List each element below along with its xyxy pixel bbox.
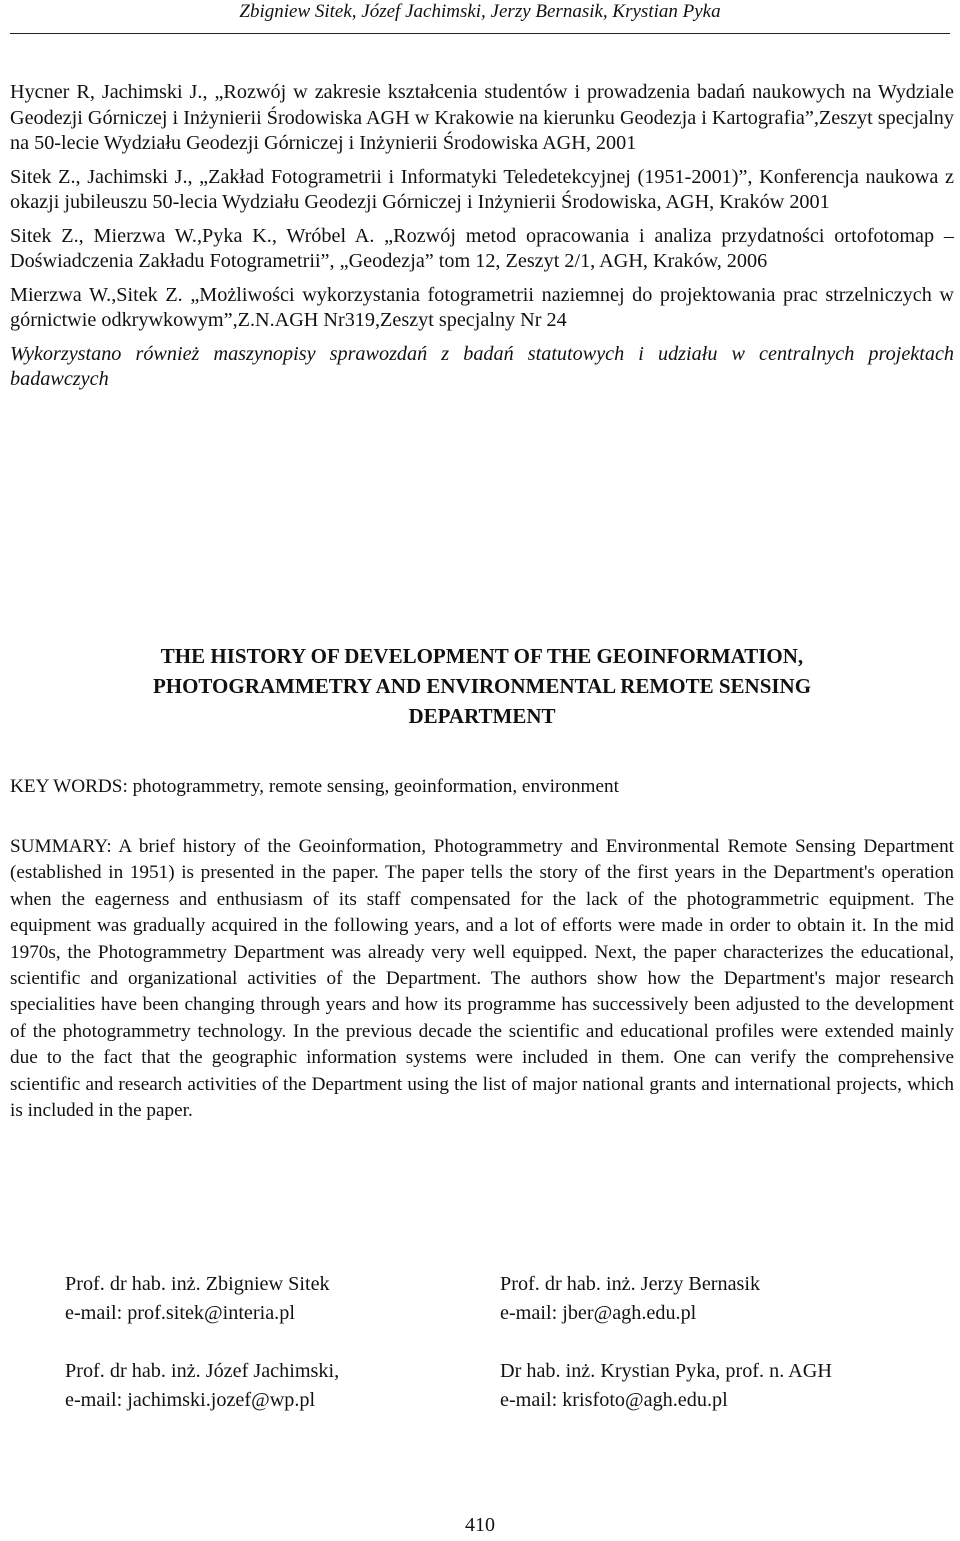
- author-email: e-mail: jber@agh.edu.pl: [500, 1302, 697, 1324]
- page-number: 410: [465, 1514, 495, 1536]
- keywords: KEY WORDS: photogrammetry, remote sensing, geoinformation, environment: [10, 776, 619, 797]
- sources-note: Wykorzystano również maszynopisy sprawozdań z badań statutowych i udziału w centralnych projektach badawczych: [10, 342, 954, 390]
- title-line: PHOTOGRAMMETRY AND ENVIRONMENTAL REMOTE SENSING: [152, 674, 812, 698]
- reference-item: Sitek Z., Mierzwa W.,Pyka K., Wróbel A. „Rozwój metod opracowania i analiza przydatności ortofotomap – Doświadczenia Zakładu Fotogrametrii”, „Geodezja” tom 12, Zeszyt 2/1, AGH, Kraków, 2006: [10, 224, 954, 272]
- author-entry: [500, 1357, 940, 1415]
- author-entry: [500, 1270, 940, 1328]
- author-entry: [65, 1357, 505, 1415]
- reference-item: Mierzwa W.,Sitek Z. „Możliwości wykorzystania fotogrametrii naziemnej do projektowania prac strzelniczych w górnictwie odkrywkowym”,Z.N.AGH Nr319,Zeszyt specjalny Nr 24: [10, 283, 954, 331]
- author-entry: [65, 1270, 505, 1328]
- author-email: e-mail: prof.sitek@interia.pl: [65, 1302, 295, 1324]
- author-name: Dr hab. inż. Krystian Pyka, prof. n. AGH: [500, 1360, 832, 1382]
- reference-item: Hycner R, Jachimski J., „Rozwój w zakresie kształcenia studentów i prowadzenia badań naukowych na Wydziale Geodezji Górniczej i Inżynierii Środowiska AGH w Krakowie na kierunku Geodezja i Kartografia”,Zeszyt specjalny na 50-lecie Wydziału Geodezji Górniczej i Inżynierii Środowiska AGH, 2001: [10, 81, 954, 154]
- title-line: THE HISTORY OF DEVELOPMENT OF THE GEOINFORMATION,: [160, 644, 804, 668]
- running-header: Zbigniew Sitek, Józef Jachimski, Jerzy Bernasik, Krystian Pyka: [239, 1, 721, 22]
- english-title: [10, 641, 954, 731]
- author-name: Prof. dr hab. inż. Zbigniew Sitek: [65, 1273, 330, 1295]
- author-name: Prof. dr hab. inż. Józef Jachimski,: [65, 1360, 340, 1382]
- author-email: e-mail: jachimski.jozef@wp.pl: [65, 1389, 316, 1411]
- author-name: Prof. dr hab. inż. Jerzy Bernasik: [500, 1273, 761, 1295]
- author-email: e-mail: krisfoto@agh.edu.pl: [500, 1389, 728, 1411]
- summary: SUMMARY: A brief history of the Geoinformation, Photogrammetry and Environmental Remote Sensing Department (established in 1951) is presented in the paper. The paper tells the story of the first years in the Department's operation when the eagerness and enthusiasm of its staff compensated for the lack of the photogrammetric equipment. The equipment was gradually acquired in the following years, and a lot of efforts were made in order to obtain it. In the mid 1970s, the Photogrammetry Department was already very well equipped. Next, the paper characterizes the educational, scientific and organizational activities of the Department. The authors show how the Department's major research specialities have been changing through years and how its programme has successively been adjusted to the development of the photogrammetry technology. In the previous decade the scientific and educational profiles were extended mainly due to the fact that the geographic information systems were included in them. One can verify the comprehensive scientific and research activities of the Department using the list of major national grants and international projects, which is included in the paper.: [10, 836, 954, 1122]
- reference-list: [10, 80, 954, 393]
- title-line: DEPARTMENT: [408, 704, 556, 728]
- header-rule: [10, 33, 950, 34]
- reference-item: Sitek Z., Jachimski J., „Zakład Fotogrametrii i Informatyki Teledetekcyjnej (1951-2001)”, Konferencja naukowa z okazji jubileuszu 50-lecia Wydziału Geodezji Górniczej i Inżynierii Środowiska, AGH, Kraków 2001: [10, 165, 954, 213]
